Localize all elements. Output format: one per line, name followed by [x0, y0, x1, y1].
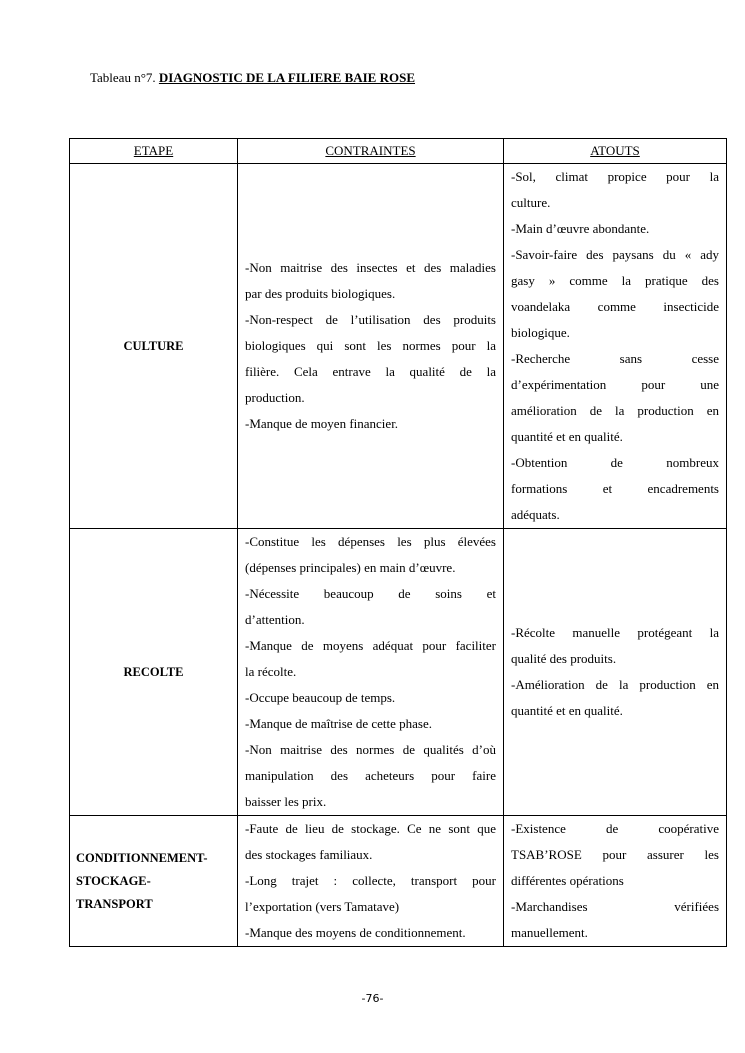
header-atouts: ATOUTS — [504, 139, 727, 164]
atouts-cell-line: -Recherche sans cesse — [511, 351, 719, 366]
header-contraintes: CONTRAINTES — [238, 139, 504, 164]
contraintes-cell-line: l’exportation (vers Tamatave) — [245, 899, 400, 914]
contraintes-cell — [238, 816, 504, 947]
caption-title: DIAGNOSTIC DE LA FILIERE BAIE ROSE — [158, 70, 416, 85]
contraintes-cell — [238, 529, 504, 816]
contraintes-cell-line: -Nécessite beaucoup de soins et — [245, 586, 496, 601]
atouts-cell-line: gasy » comme la pratique des — [511, 273, 719, 288]
contraintes-cell-line: -Constitue les dépenses les plus élevées — [245, 534, 496, 549]
atouts-cell-line: formations et encadrements — [511, 481, 719, 496]
table-row — [70, 816, 727, 947]
caption-prefix: Tableau n°7. — [90, 70, 156, 85]
contraintes-cell-line: -Manque de maîtrise de cette phase. — [245, 716, 432, 731]
contraintes-cell-line: -Faute de lieu de stockage. Ce ne sont que — [245, 821, 496, 836]
contraintes-cell-line: production. — [245, 390, 305, 405]
atouts-cell — [504, 816, 727, 947]
contraintes-cell-line: la récolte. — [245, 664, 297, 679]
atouts-cell-line: culture. — [511, 195, 551, 210]
contraintes-cell-line: des stockages familiaux. — [245, 847, 373, 862]
atouts-cell-line: -Savoir-faire des paysans du « ady — [511, 247, 719, 262]
atouts-cell-line: -Marchandises vérifiées — [511, 899, 719, 914]
etape-label: TRANSPORT — [76, 896, 153, 911]
etape-label: STOCKAGE- — [76, 873, 151, 888]
atouts-cell-line: biologique. — [511, 325, 570, 340]
atouts-cell-line: adéquats. — [511, 507, 560, 522]
diagnostic-table — [69, 138, 727, 947]
contraintes-cell-line: -Manque des moyens de conditionnement. — [245, 925, 466, 940]
atouts-cell-line: manuellement. — [511, 925, 588, 940]
contraintes-cell-line: par des produits biologiques. — [245, 286, 396, 301]
etape-label: CULTURE — [123, 338, 184, 353]
contraintes-cell-line: (dépenses principales) en main d’œuvre. — [245, 560, 456, 575]
table-caption — [90, 70, 415, 86]
atouts-cell-line: -Main d’œuvre abondante. — [511, 221, 650, 236]
atouts-cell — [504, 164, 727, 529]
etape-label: RECOLTE — [123, 664, 184, 679]
etape-cell — [70, 816, 238, 947]
contraintes-cell-line: biologiques qui sont les normes pour la — [245, 338, 496, 353]
page-number: -76- — [361, 992, 384, 1005]
atouts-cell-line: quantité et en qualité. — [511, 703, 623, 718]
contraintes-cell-line: baisser les prix. — [245, 794, 327, 809]
atouts-cell-line: voandelaka comme insecticide — [511, 299, 719, 314]
contraintes-cell-line: manipulation des acheteurs pour faire — [245, 768, 496, 783]
contraintes-cell-line: -Occupe beaucoup de temps. — [245, 690, 396, 705]
table-header-row — [70, 139, 727, 164]
etape-label: CONDITIONNEMENT- — [76, 850, 208, 865]
atouts-cell-line: qualité des produits. — [511, 651, 617, 666]
contraintes-cell-line: -Non maitrise des normes de qualités d’où — [245, 742, 496, 757]
atouts-cell-line: -Récolte manuelle protégeant la — [511, 625, 719, 640]
contraintes-cell-line: -Long trajet : collecte, transport pour — [245, 873, 496, 888]
contraintes-cell-line: -Non-respect de l’utilisation des produits — [245, 312, 496, 327]
contraintes-cell-line: -Manque de moyens adéquat pour faciliter — [245, 638, 496, 653]
atouts-cell-line: -Amélioration de la production en — [511, 677, 719, 692]
atouts-cell — [504, 529, 727, 816]
contraintes-cell — [238, 164, 504, 529]
header-etape: ETAPE — [70, 139, 238, 164]
atouts-cell-line: -Sol, climat propice pour la — [511, 169, 719, 184]
etape-cell — [70, 164, 238, 529]
atouts-cell-line: différentes opérations — [511, 873, 624, 888]
atouts-cell-line: -Existence de coopérative — [511, 821, 719, 836]
atouts-cell-line: d’expérimentation pour une — [511, 377, 719, 392]
atouts-cell-line: -Obtention de nombreux — [511, 455, 719, 470]
table-row — [70, 164, 727, 529]
atouts-cell-line: amélioration de la production en — [511, 403, 719, 418]
atouts-cell-line: TSAB’ROSE pour assurer les — [511, 847, 719, 862]
etape-cell — [70, 529, 238, 816]
atouts-cell-line: quantité et en qualité. — [511, 429, 623, 444]
contraintes-cell-line: d’attention. — [245, 612, 305, 627]
contraintes-cell-line: -Manque de moyen financier. — [245, 416, 399, 431]
contraintes-cell-line: -Non maitrise des insectes et des maladies — [245, 260, 496, 275]
table-row — [70, 529, 727, 816]
contraintes-cell-line: filière. Cela entrave la qualité de la — [245, 364, 496, 379]
